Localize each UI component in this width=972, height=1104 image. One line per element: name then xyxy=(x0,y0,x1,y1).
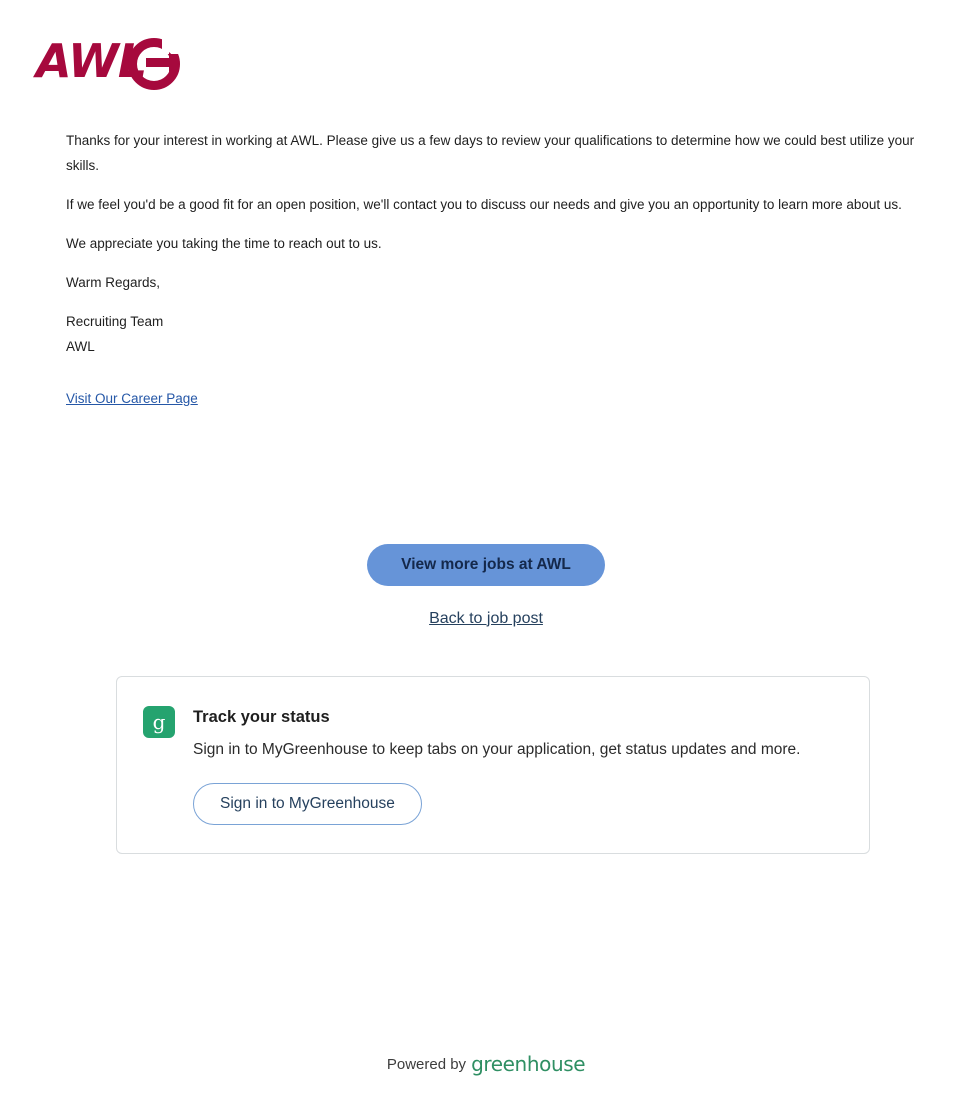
confirmation-message xyxy=(66,128,936,408)
career-page-link[interactable]: Visit Our Career Page xyxy=(66,391,198,406)
powered-by-label: Powered by xyxy=(386,1056,467,1073)
track-status-description: Sign in to MyGreenhouse to keep tabs on your application, get status updates and more. xyxy=(193,741,801,758)
signature-company: AWL xyxy=(66,339,95,354)
message-paragraph-2: If we feel you'd be a good fit for an open position, we'll contact you to discuss our needs and give you an opportunity to learn more about us. xyxy=(66,197,902,212)
awl-logo-text: AWL xyxy=(36,34,147,88)
message-closing: Warm Regards, xyxy=(66,275,161,290)
cta-section xyxy=(0,544,972,628)
back-to-job-post-link[interactable]: Back to job post xyxy=(429,609,543,627)
footer xyxy=(0,1052,972,1076)
track-status-card xyxy=(116,676,870,854)
sign-in-mygreenhouse-button[interactable]: Sign in to MyGreenhouse xyxy=(193,783,422,825)
track-status-title: Track your status xyxy=(193,708,330,726)
awl-logo-arrow-icon xyxy=(146,58,172,67)
view-more-jobs-button[interactable]: View more jobs at AWL xyxy=(367,544,605,586)
greenhouse-wordmark: greenhouse xyxy=(471,1052,586,1076)
greenhouse-badge-icon: g xyxy=(143,706,175,738)
awl-logo xyxy=(36,22,166,92)
signature-team: Recruiting Team xyxy=(66,314,164,329)
message-paragraph-1: Thanks for your interest in working at AWL. Please give us a few days to review your qualifications to determine how we could best utilize your skills. xyxy=(66,133,915,173)
message-paragraph-3: We appreciate you taking the time to reach out to us. xyxy=(66,236,382,251)
